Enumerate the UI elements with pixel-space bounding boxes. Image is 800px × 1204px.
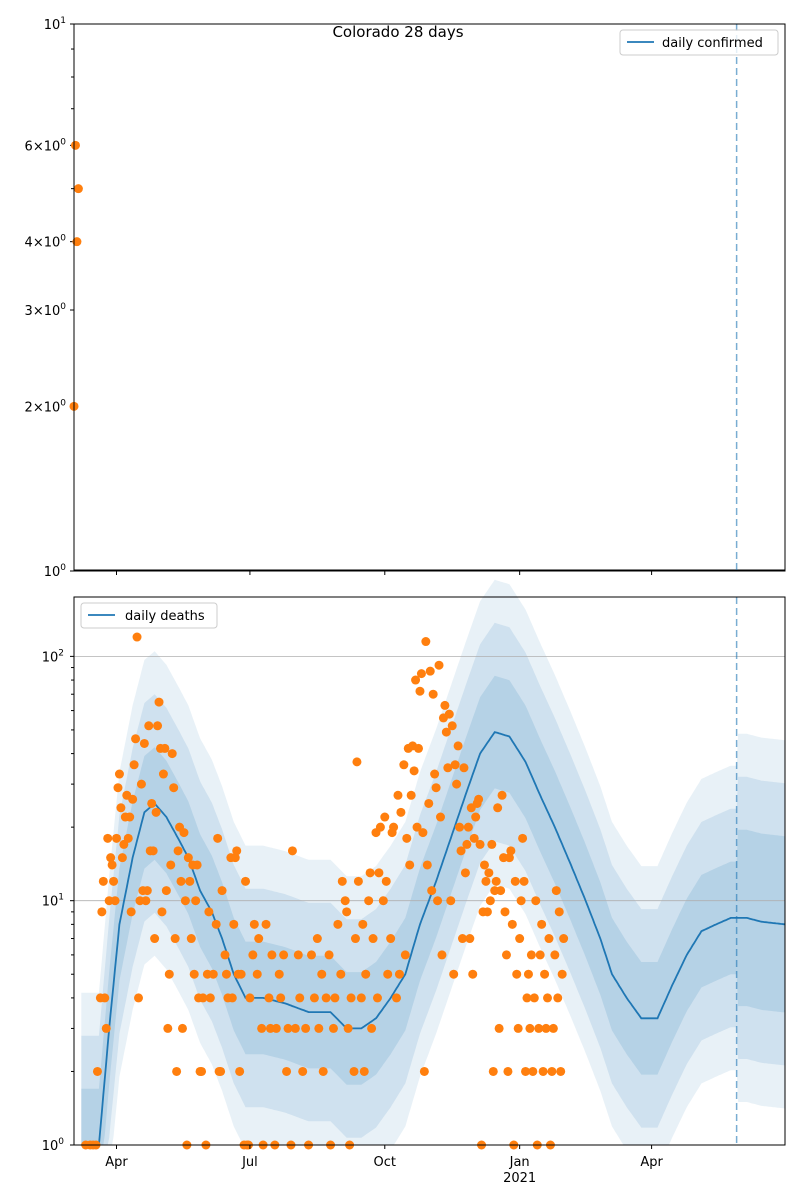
deaths-point [241,877,250,886]
deaths-point [216,1067,225,1076]
deaths-point [536,950,545,959]
deaths-point [197,1067,206,1076]
confirmed-point [71,141,80,150]
deaths-point [465,934,474,943]
deaths-point [325,950,334,959]
deaths-point [99,877,108,886]
deaths-point [374,868,383,877]
deaths-point [455,823,464,832]
deaths-point [112,834,121,843]
deaths-point [262,920,271,929]
x-tick-label: Apr [105,1155,128,1170]
deaths-point [386,934,395,943]
deaths-point [352,757,361,766]
deaths-point [159,770,168,779]
deaths-point [143,886,152,895]
deaths-point [160,744,169,753]
y-tick-label: $2\times 10^0$ [24,398,66,416]
deaths-point [131,734,140,743]
deaths-point [530,993,539,1002]
deaths-point [354,877,363,886]
deaths-point [108,860,117,869]
deaths-point [350,1067,359,1076]
deaths-point [380,813,389,822]
deaths-point [502,950,511,959]
deaths-point [429,690,438,699]
deaths-point [451,760,460,769]
deaths-point [417,669,426,678]
deaths-point [357,993,366,1002]
deaths-point [392,993,401,1002]
deaths-point [401,950,410,959]
deaths-point [480,860,489,869]
deaths-point [358,920,367,929]
deaths-point [310,993,319,1002]
deaths-point [298,1067,307,1076]
deaths-point [103,834,112,843]
deaths-point [267,950,276,959]
legend-label-deaths: daily deaths [125,609,205,624]
deaths-point [524,970,533,979]
deaths-point [116,803,125,812]
deaths-point [150,934,159,943]
deaths-point [137,780,146,789]
deaths-point [341,896,350,905]
deaths-point [462,840,471,849]
deaths-point [191,896,200,905]
deaths-point [435,661,444,670]
deaths-point [421,637,430,646]
deaths-point [440,701,449,710]
deaths-point [314,1024,323,1033]
deaths-point [279,950,288,959]
deaths-point [549,1024,558,1033]
deaths-point [115,770,124,779]
deaths-point [113,783,122,792]
deaths-point [489,1067,498,1076]
deaths-point [124,834,133,843]
deaths-point [382,877,391,886]
deaths-point [537,920,546,929]
deaths-point [414,744,423,753]
deaths-point [424,799,433,808]
deaths-point [405,860,414,869]
deaths-point [118,853,127,862]
deaths-point [130,760,139,769]
deaths-point [212,920,221,929]
deaths-point [446,896,455,905]
deaths-point [344,1024,353,1033]
deaths-point [555,907,564,916]
deaths-point [206,993,215,1002]
deaths-point [531,896,540,905]
deaths-point [307,950,316,959]
deaths-point [520,877,529,886]
y-tick-label: $10^0$ [43,563,66,580]
deaths-point [179,828,188,837]
deaths-point [360,1067,369,1076]
deaths-point [133,633,142,642]
deaths-legend [81,603,217,628]
deaths-point [487,840,496,849]
deaths-point [517,896,526,905]
deaths-point [228,993,237,1002]
deaths-point [543,993,552,1002]
deaths-point [338,877,347,886]
deaths-point [294,950,303,959]
deaths-point [395,970,404,979]
deaths-point [275,970,284,979]
deaths-point [437,950,446,959]
deaths-point [476,840,485,849]
deaths-panel [42,580,785,1186]
confirmed-legend [620,30,778,55]
deaths-point [506,846,515,855]
deaths-point [149,846,158,855]
deaths-point [454,741,463,750]
deaths-point [102,1024,111,1033]
deaths-point [329,1024,338,1033]
deaths-point [272,1024,281,1033]
deaths-point [134,993,143,1002]
deaths-point [235,1067,244,1076]
x-tick-label: Jan [509,1155,530,1170]
deaths-point [547,1067,556,1076]
deaths-point [254,934,263,943]
deaths-point [168,749,177,758]
deaths-point [552,886,561,895]
deaths-point [376,823,385,832]
deaths-point [301,1024,310,1033]
deaths-point [177,877,186,886]
deaths-point [461,868,470,877]
deaths-point [518,834,527,843]
deaths-point [407,791,416,800]
y-tick-label: $10^1$ [43,16,66,33]
deaths-point [495,1024,504,1033]
deaths-point [544,934,553,943]
deaths-point [498,791,507,800]
deaths-point [100,993,109,1002]
deaths-point [187,934,196,943]
deaths-point [220,950,229,959]
deaths-point [295,993,304,1002]
deaths-point [436,813,445,822]
deaths-point [445,710,454,719]
deaths-point [389,823,398,832]
deaths-point [471,813,480,822]
deaths-point [181,896,190,905]
deaths-point [464,823,473,832]
deaths-point [559,934,568,943]
deaths-point [185,877,194,886]
deaths-point [313,934,322,943]
deaths-point [558,970,567,979]
deaths-point [163,1024,172,1033]
deaths-point [448,721,457,730]
y-tick-label: $4\times 10^0$ [24,233,66,251]
deaths-point [449,970,458,979]
deaths-point [245,993,254,1002]
deaths-point [459,763,468,772]
deaths-point [140,739,149,748]
deaths-point [109,877,118,886]
deaths-point [492,877,501,886]
deaths-point [166,860,175,869]
deaths-point [248,950,257,959]
deaths-point [393,791,402,800]
confirmed-plot-frame [74,24,785,571]
deaths-point [493,803,502,812]
deaths-point [415,687,424,696]
deaths-point [144,721,153,730]
deaths-point [432,783,441,792]
deaths-point [528,1067,537,1076]
deaths-point [342,907,351,916]
deaths-point [433,896,442,905]
deaths-point [379,896,388,905]
deaths-point [361,970,370,979]
deaths-point [153,721,162,730]
deaths-point [127,907,136,916]
deaths-point [511,877,520,886]
deaths-point [452,780,461,789]
deaths-point [367,1024,376,1033]
deaths-point [257,1024,266,1033]
deaths-point [178,1024,187,1033]
deaths-point [486,896,495,905]
deaths-point [336,970,345,979]
deaths-point [209,970,218,979]
y-tick-label: $6\times 10^0$ [24,137,66,155]
deaths-point [157,907,166,916]
deaths-point [229,920,238,929]
deaths-point [165,970,174,979]
deaths-point [111,896,120,905]
deaths-point [351,934,360,943]
deaths-point [418,828,427,837]
deaths-point [364,896,373,905]
deaths-point [155,698,164,707]
deaths-point [171,934,180,943]
deaths-point [420,1067,429,1076]
deaths-point [330,993,339,1002]
deaths-point [169,783,178,792]
deaths-point [93,1067,102,1076]
deaths-point [232,846,241,855]
deaths-point [483,907,492,916]
deaths-point [369,934,378,943]
x-tick-label: Oct [373,1155,397,1170]
deaths-point [484,868,493,877]
deaths-point [474,795,483,804]
deaths-point [190,970,199,979]
deaths-point [481,877,490,886]
x-tick-sublabel: 2021 [503,1171,537,1186]
y-tick-label: $10^2$ [41,648,64,666]
deaths-point [347,993,356,1002]
deaths-point [97,907,106,916]
x-tick-label: Apr [640,1155,663,1170]
deaths-point [193,860,202,869]
deaths-point [468,970,477,979]
deaths-point [402,834,411,843]
y-tick-label: $10^0$ [41,1137,64,1154]
deaths-point [540,970,549,979]
deaths-point [550,950,559,959]
figure-title: Colorado 28 days [332,23,464,41]
deaths-point [288,846,297,855]
deaths-point [508,920,517,929]
legend-label-confirmed: daily confirmed [662,36,763,51]
deaths-point [333,920,342,929]
deaths-point [319,1067,328,1076]
deaths-point [515,934,524,943]
deaths-point [218,886,227,895]
deaths-point [512,970,521,979]
deaths-point [556,1067,565,1076]
deaths-point [383,970,392,979]
deaths-point [366,868,375,877]
deaths-point [237,970,246,979]
deaths-point [423,860,432,869]
deaths-point [264,993,273,1002]
deaths-point [527,950,536,959]
deaths-point [253,970,262,979]
deaths-point [222,970,231,979]
deaths-point [172,1067,181,1076]
y-tick-label: $10^1$ [41,892,64,910]
confirmed-point [74,184,83,193]
confirmed-panel [25,16,785,580]
deaths-point [282,1067,291,1076]
deaths-point [373,993,382,1002]
deaths-point [514,1024,523,1033]
deaths-point [291,1024,300,1033]
deaths-point [152,808,161,817]
deaths-point [276,993,285,1002]
deaths-point [213,834,222,843]
deaths-point [410,766,419,775]
deaths-point [430,770,439,779]
deaths-point [162,886,171,895]
deaths-point [426,667,435,676]
deaths-point [525,1024,534,1033]
deaths-point [427,886,436,895]
deaths-point [539,1067,548,1076]
y-tick-label: $3\times 10^0$ [24,302,66,320]
deaths-point [128,795,137,804]
deaths-point [204,907,213,916]
deaths-point [503,1067,512,1076]
deaths-point [250,920,259,929]
deaths-point [174,846,183,855]
deaths-point [125,813,134,822]
x-tick-label: Jul [242,1155,258,1170]
deaths-point [553,993,562,1002]
deaths-point [396,808,405,817]
deaths-point [147,799,156,808]
deaths-point [322,993,331,1002]
deaths-point [141,896,150,905]
deaths-point [496,886,505,895]
deaths-point [500,907,509,916]
deaths-point [317,970,326,979]
deaths-point [399,760,408,769]
